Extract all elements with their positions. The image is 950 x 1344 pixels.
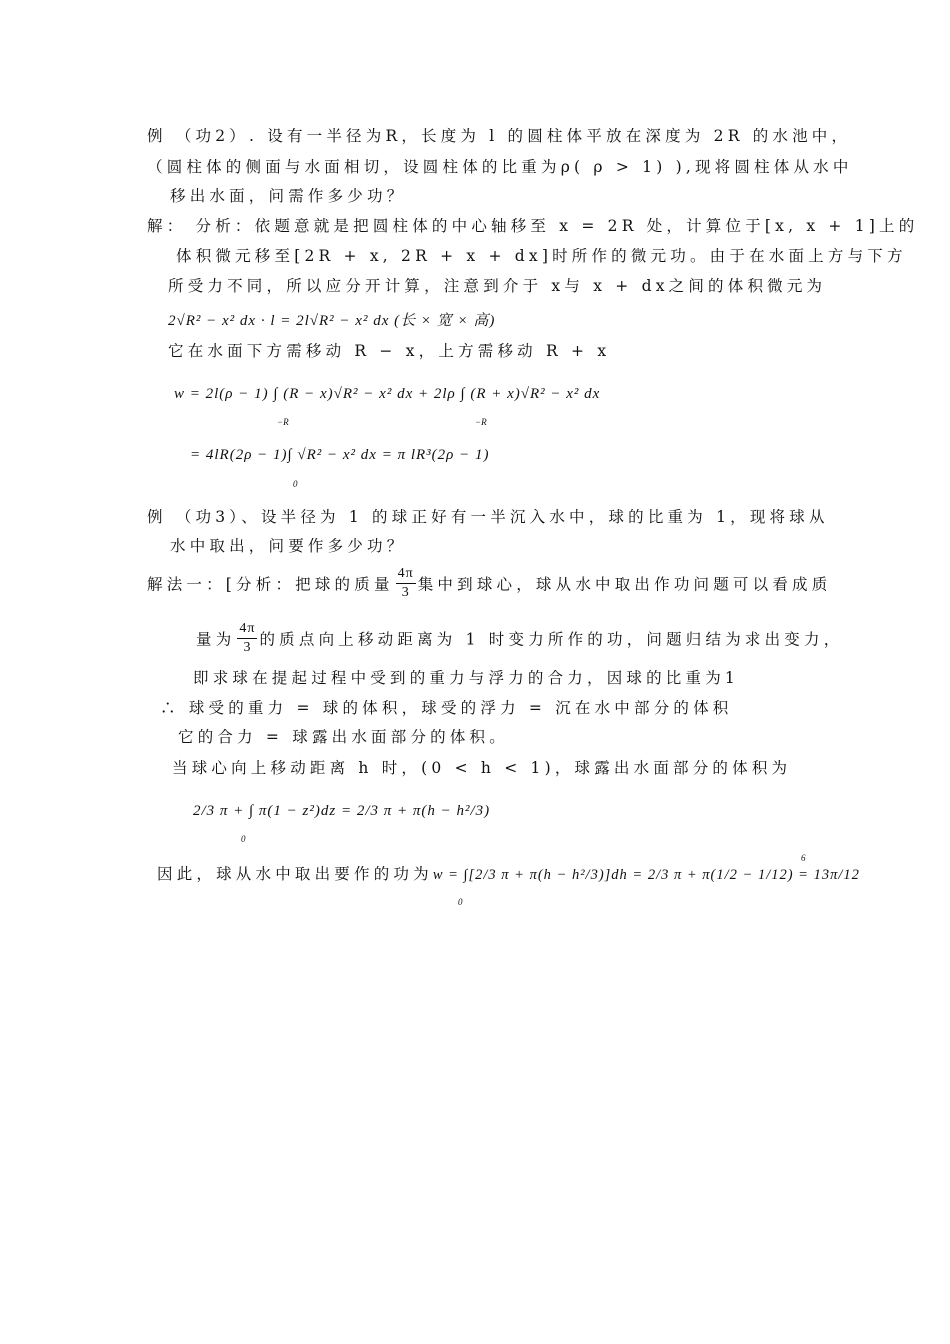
method1-line1-post: 集中到球心，球从水中取出作功问题可以看成质: [417, 575, 832, 594]
footnote-superscript: 6: [801, 853, 806, 863]
fraction-numerator: 4π: [396, 565, 416, 584]
integral-lower-limit-4: 0: [241, 834, 246, 844]
method1-line1: [147, 567, 831, 604]
integral-lower-limit-5: 0: [458, 897, 463, 907]
example1-line3: 移出水面，问需作多少功？: [170, 187, 407, 205]
example1-line1: 例 （功2）. 设有一半径为R，长度为 l 的圆柱体平放在深度为 2R 的水池中，: [147, 127, 852, 145]
fraction-denominator: 3: [243, 640, 252, 655]
fraction-four-pi-over-three: [396, 565, 416, 602]
fraction-denominator: 3: [401, 585, 410, 600]
final-answer-line: [157, 864, 860, 885]
final-answer-pre: 因此，球从水中取出要作的功为: [157, 865, 433, 883]
integral-lower-limit-1: −R: [277, 417, 289, 427]
final-answer-equation: w = ∫[2/3 π + π(h − h²/3)]dh = 2/3 π + π(1/2 − 1/12) = 13π/12: [432, 867, 860, 883]
fraction-numerator: 4π: [237, 620, 257, 639]
method1-line6: 当球心向上移动距离 h 时，(0 < h < 1)，球露出水面部分的体积为: [172, 759, 792, 777]
fraction-four-pi-over-three-2: [237, 620, 257, 657]
solution1-line5: 它在水面下方需移动 R − x，上方需移动 R + x: [168, 342, 611, 360]
integral-lower-limit-2: −R: [475, 417, 487, 427]
method1-line5: 它的合力 = 球露出水面部分的体积。: [178, 728, 509, 746]
method1-line1-pre: 解法一：[分析：把球的质量: [147, 575, 394, 594]
equation-work-result: = 4lR(2ρ − 1)∫ √R² − x² dx = π lR³(2ρ − 1): [190, 447, 490, 463]
method1-line2: [196, 622, 843, 659]
integral-lower-limit-3: 0: [293, 479, 298, 489]
method1-line4: ∴ 球受的重力 = 球的体积，球受的浮力 = 沉在水中部分的体积: [160, 699, 733, 717]
equation-work-integral: w = 2l(ρ − 1) ∫ (R − x)√R² − x² dx + 2lρ ∫ (R + x)√R² − x² dx: [174, 386, 601, 402]
solution1-line1: 解： 分析：依题意就是把圆柱体的中心轴移至 x = 2R 处，计算位于[x, x + 1]上的: [147, 217, 919, 235]
method1-line2-post: 的质点向上移动距离为 1 时变力所作的功，问题归结为求出变力，: [259, 630, 844, 649]
example2-line2: 水中取出，问要作多少功？: [170, 537, 407, 555]
example1-line2: （圆柱体的侧面与水面相切，设圆柱体的比重为ρ( ρ > 1) ),现将圆柱体从水中: [147, 158, 853, 176]
equation-volume-element: 2√R² − x² dx · l = 2l√R² − x² dx (长 × 宽 × 高): [168, 313, 496, 329]
method1-line2-pre: 量为: [196, 630, 236, 649]
equation-exposed-volume: 2/3 π + ∫ π(1 − z²)dz = 2/3 π + π(h − h²/3): [193, 803, 491, 819]
example2-line1: 例 （功3）、设半径为 1 的球正好有一半沉入水中，球的比重为 1，现将球从: [147, 508, 829, 526]
method1-line3: 即求球在提起过程中受到的重力与浮力的合力，因球的比重为1: [193, 669, 739, 687]
solution1-line3: 所受力不同，所以应分开计算，注意到介于 x与 x + dx之间的体积微元为: [168, 277, 827, 295]
solution1-line2: 体积微元移至[2R + x, 2R + x + dx]时所作的微元功。由于在水面上方与下方: [176, 247, 907, 265]
